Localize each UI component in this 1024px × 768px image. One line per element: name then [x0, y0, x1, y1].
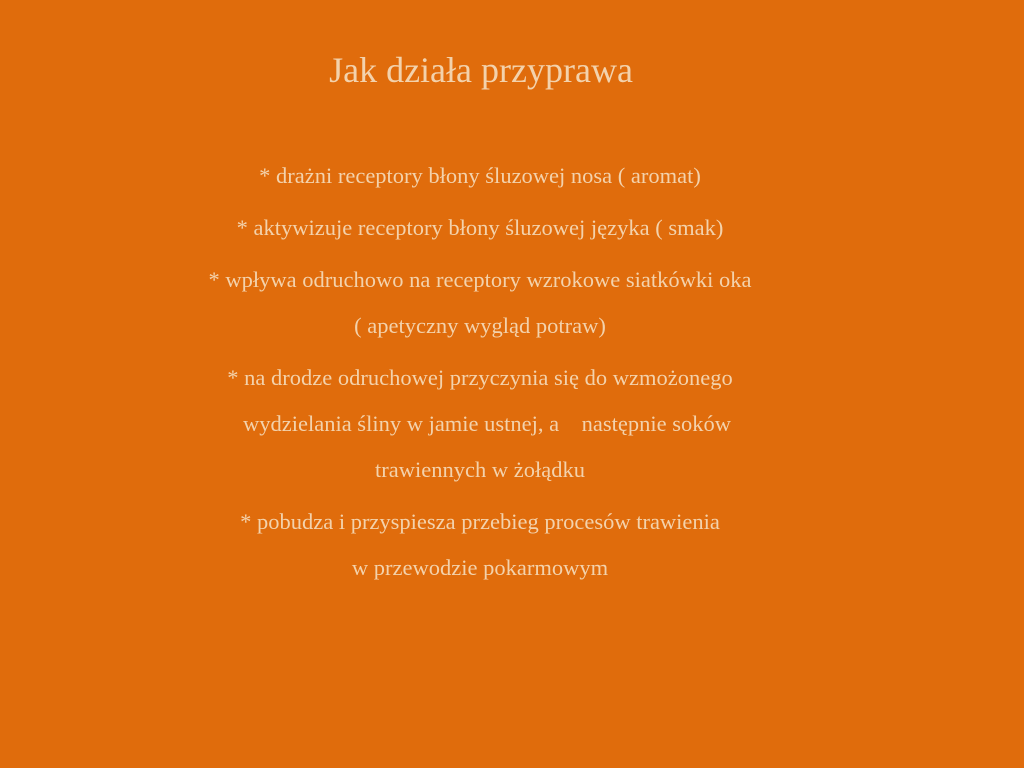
bullet-line: trawiennych w żołądku: [375, 457, 585, 482]
bullet-line: * aktywizuje receptory błony śluzowej języka ( smak): [236, 215, 724, 240]
bullet-item: [140, 205, 820, 251]
slide-title: Jak działa przyprawa: [329, 50, 633, 90]
bullet-line: * na drodze odruchowej przyczynia się do wzmożonego: [227, 365, 733, 390]
bullet-list: [140, 153, 820, 597]
bullet-item: [140, 153, 820, 199]
bullet-line: * pobudza i przyspiesza przebieg procesów trawienia: [240, 509, 720, 534]
bullet-line: * drażni receptory błony śluzowej nosa ( aromat): [259, 163, 701, 188]
bullet-line: w przewodzie pokarmowym: [351, 555, 609, 580]
bullet-line: * wpływa odruchowo na receptory wzrokowe siatkówki oka: [208, 267, 752, 292]
bullet-line: wydzielania śliny w jamie ustnej, a następnie soków: [242, 411, 731, 436]
bullet-item: [140, 257, 820, 349]
bullet-item: [140, 499, 820, 591]
bullet-item: [140, 355, 820, 493]
bullet-line: ( apetyczny wygląd potraw): [354, 313, 606, 338]
